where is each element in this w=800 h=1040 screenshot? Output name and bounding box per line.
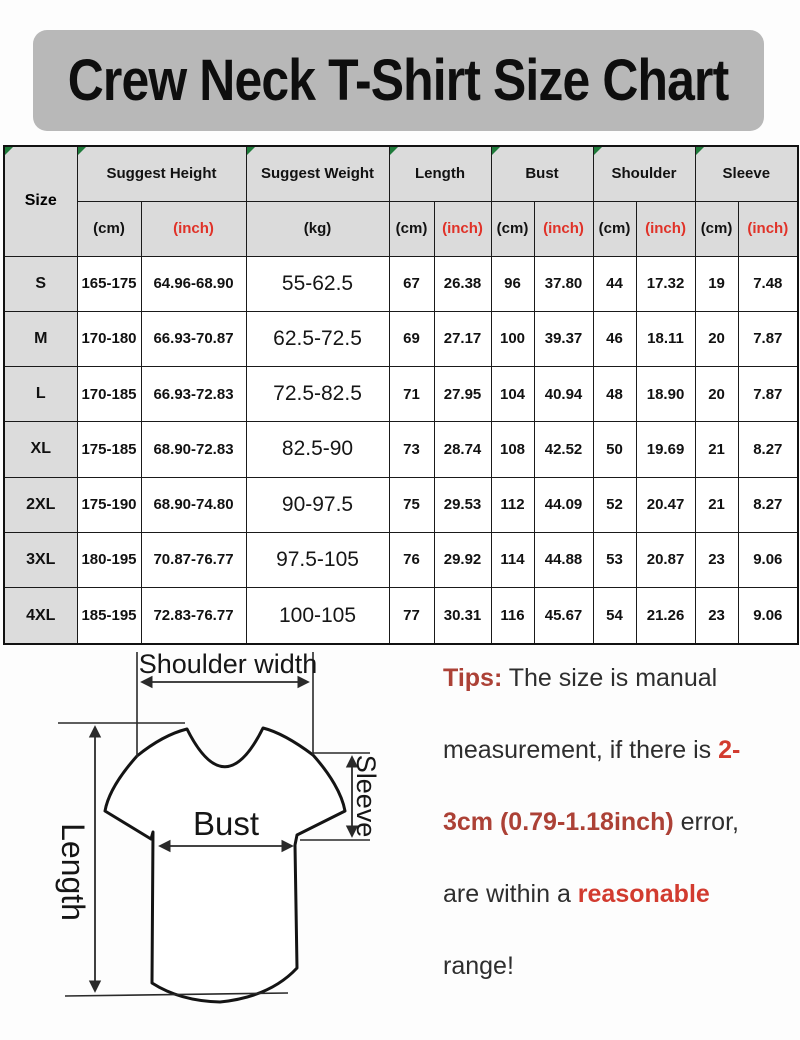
value-cell: 180-195: [77, 532, 141, 587]
value-cell: 90-97.5: [246, 477, 389, 532]
col-header-label: Shoulder: [611, 165, 677, 183]
value-cell: 46: [593, 311, 636, 366]
excel-corner-marker: [696, 147, 704, 155]
tips-segment: Tips:: [443, 664, 503, 692]
value-cell: 44.88: [534, 532, 593, 587]
value-cell: 20.47: [636, 477, 695, 532]
excel-corner-marker: [390, 147, 398, 155]
tips-segment: measurement, if there is: [443, 736, 719, 764]
tips-line: [443, 930, 793, 1002]
unit-header-cm: (cm): [695, 201, 738, 256]
unit-header-inch: (inch): [738, 201, 798, 256]
unit-header-cm: (cm): [491, 201, 534, 256]
unit-header-cm: (cm): [77, 201, 141, 256]
size-label-cell: S: [4, 256, 77, 311]
col-header-label: Suggest Height: [106, 165, 217, 183]
unit-header-kg: (kg): [246, 201, 389, 256]
value-cell: 39.37: [534, 311, 593, 366]
value-cell: 21: [695, 477, 738, 532]
value-cell: 9.06: [738, 532, 798, 587]
value-cell: 70.87-76.77: [141, 532, 246, 587]
excel-corner-marker: [492, 147, 500, 155]
value-cell: 17.32: [636, 256, 695, 311]
value-cell: 21: [695, 422, 738, 477]
size-chart-table: [3, 145, 799, 645]
unit-header-inch: (inch): [534, 201, 593, 256]
col-header-label: Suggest Weight: [260, 165, 375, 183]
value-cell: 7.87: [738, 311, 798, 366]
unit-header-cm: (cm): [593, 201, 636, 256]
tips-line: [443, 786, 793, 858]
header-row-groups: [4, 146, 798, 201]
unit-header-inch: (inch): [434, 201, 491, 256]
value-cell: 52: [593, 477, 636, 532]
value-cell: 40.94: [534, 367, 593, 422]
value-cell: 112: [491, 477, 534, 532]
col-header-suggest-weight: [246, 146, 389, 201]
value-cell: 68.90-72.83: [141, 422, 246, 477]
tips-segment: 3cm (0.79-1.18inch): [443, 808, 674, 836]
sleeve-label: Sleeve: [351, 754, 381, 838]
value-cell: 73: [389, 422, 434, 477]
value-cell: 44: [593, 256, 636, 311]
value-cell: 72.5-82.5: [246, 367, 389, 422]
value-cell: 175-190: [77, 477, 141, 532]
value-cell: 69: [389, 311, 434, 366]
value-cell: 8.27: [738, 422, 798, 477]
value-cell: 37.80: [534, 256, 593, 311]
bust-label: Bust: [192, 805, 260, 842]
page-title: Crew Neck T-Shirt Size Chart: [68, 48, 729, 113]
value-cell: 20: [695, 311, 738, 366]
tips-line: [443, 714, 793, 786]
value-cell: 7.87: [738, 367, 798, 422]
value-cell: 68.90-74.80: [141, 477, 246, 532]
value-cell: 175-185: [77, 422, 141, 477]
value-cell: 20.87: [636, 532, 695, 587]
value-cell: 104: [491, 367, 534, 422]
value-cell: 28.74: [434, 422, 491, 477]
value-cell: 66.93-72.83: [141, 367, 246, 422]
col-header-suggest-height: [77, 146, 246, 201]
value-cell: 23: [695, 532, 738, 587]
value-cell: 165-175: [77, 256, 141, 311]
value-cell: 77: [389, 588, 434, 644]
tshirt-measure-diagram: [30, 645, 445, 1040]
col-header-length: [389, 146, 491, 201]
title-banner: [33, 30, 764, 131]
value-cell: 170-185: [77, 367, 141, 422]
value-cell: 19.69: [636, 422, 695, 477]
col-header-bust: [491, 146, 593, 201]
header-row-units: [4, 201, 798, 256]
table-row: [4, 532, 798, 587]
value-cell: 20: [695, 367, 738, 422]
tips-segment: are within a: [443, 880, 578, 908]
value-cell: 18.11: [636, 311, 695, 366]
col-header-sleeve: [695, 146, 798, 201]
size-label-cell: 4XL: [4, 588, 77, 644]
excel-corner-marker: [247, 147, 255, 155]
value-cell: 114: [491, 532, 534, 587]
excel-corner-marker: [78, 147, 86, 155]
value-cell: 53: [593, 532, 636, 587]
value-cell: 96: [491, 256, 534, 311]
value-cell: 44.09: [534, 477, 593, 532]
value-cell: 100-105: [246, 588, 389, 644]
value-cell: 23: [695, 588, 738, 644]
value-cell: 7.48: [738, 256, 798, 311]
value-cell: 50: [593, 422, 636, 477]
unit-header-inch: (inch): [636, 201, 695, 256]
value-cell: 100: [491, 311, 534, 366]
value-cell: 19: [695, 256, 738, 311]
value-cell: 26.38: [434, 256, 491, 311]
size-table-body: [4, 256, 798, 644]
value-cell: 97.5-105: [246, 532, 389, 587]
value-cell: 76: [389, 532, 434, 587]
value-cell: 71: [389, 367, 434, 422]
tips-segment: error,: [673, 808, 739, 836]
value-cell: 48: [593, 367, 636, 422]
value-cell: 67: [389, 256, 434, 311]
unit-header-cm: (cm): [389, 201, 434, 256]
shoulder-width-label: Shoulder width: [138, 649, 318, 679]
value-cell: 170-180: [77, 311, 141, 366]
tips-segment: The size is manual: [502, 664, 718, 692]
table-row: [4, 422, 798, 477]
value-cell: 54: [593, 588, 636, 644]
table-row: [4, 367, 798, 422]
value-cell: 185-195: [77, 588, 141, 644]
tips-segment: reasonable: [577, 880, 710, 908]
value-cell: 55-62.5: [246, 256, 389, 311]
value-cell: 29.53: [434, 477, 491, 532]
table-row: [4, 311, 798, 366]
value-cell: 72.83-76.77: [141, 588, 246, 644]
tips-line: [443, 642, 793, 714]
col-header-label: Bust: [525, 165, 559, 183]
size-label-cell: XL: [4, 422, 77, 477]
tips-segment: 2-: [718, 736, 741, 764]
tips-line: [443, 858, 793, 930]
tshirt-outline: [105, 728, 345, 1002]
unit-header-inch: (inch): [141, 201, 246, 256]
table-row: [4, 588, 798, 644]
value-cell: 27.17: [434, 311, 491, 366]
value-cell: 18.90: [636, 367, 695, 422]
table-row: [4, 477, 798, 532]
excel-corner-marker: [5, 147, 13, 155]
excel-corner-marker: [594, 147, 602, 155]
tips-text: [443, 642, 793, 1002]
size-label-cell: 2XL: [4, 477, 77, 532]
value-cell: 30.31: [434, 588, 491, 644]
value-cell: 9.06: [738, 588, 798, 644]
col-header-size-label: Size: [24, 192, 57, 210]
col-header-shoulder: [593, 146, 695, 201]
value-cell: 45.67: [534, 588, 593, 644]
value-cell: 27.95: [434, 367, 491, 422]
size-label-cell: M: [4, 311, 77, 366]
length-label: Length: [55, 823, 91, 921]
value-cell: 75: [389, 477, 434, 532]
value-cell: 29.92: [434, 532, 491, 587]
size-label-cell: 3XL: [4, 532, 77, 587]
tips-segment: range!: [443, 952, 514, 980]
col-header-label: Length: [415, 165, 466, 183]
value-cell: 66.93-70.87: [141, 311, 246, 366]
table-row: [4, 256, 798, 311]
value-cell: 8.27: [738, 477, 798, 532]
size-label-cell: L: [4, 367, 77, 422]
value-cell: 82.5-90: [246, 422, 389, 477]
value-cell: 116: [491, 588, 534, 644]
value-cell: 64.96-68.90: [141, 256, 246, 311]
value-cell: 108: [491, 422, 534, 477]
value-cell: 42.52: [534, 422, 593, 477]
col-header-size: [4, 146, 77, 256]
value-cell: 21.26: [636, 588, 695, 644]
col-header-label: Sleeve: [722, 165, 771, 183]
value-cell: 62.5-72.5: [246, 311, 389, 366]
